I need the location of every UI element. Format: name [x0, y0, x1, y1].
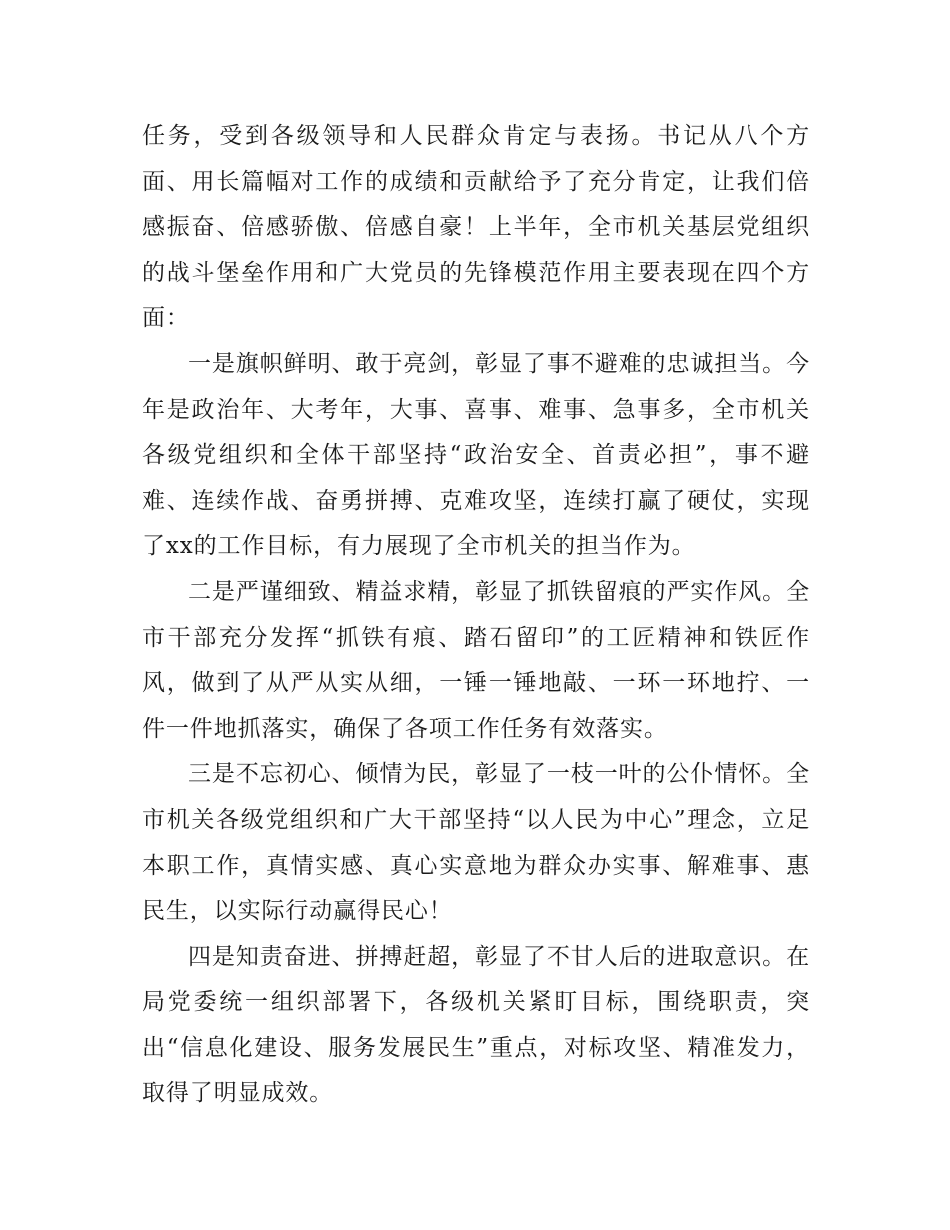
document-body: [142, 114, 810, 1117]
paragraph-point-two: 二是严谨细致、精益求精，彰显了抓铁留痕的严实作风。全市干部充分发挥“抓铁有痕、踏石留印”的工匠精神和铁匠作风，做到了从严从实从细，一锤一锤地敲、一环一环地拧、一件一件地抓落实，确保了各项工作任务有效落实。: [142, 578, 810, 742]
paragraph-continuation: 任务，受到各级领导和人民群众肯定与表扬。书记从八个方面、用长篇幅对工作的成绩和贡献给予了充分肯定，让我们倍感振奋、倍感骄傲、倍感自豪！上半年，全市机关基层党组织的战斗堡垒作用和广大党员的先锋模范作用主要表现在四个方面：: [142, 123, 810, 332]
paragraph-point-three: 三是不忘初心、倾情为民，彰显了一枝一叶的公仆情怀。全市机关各级党组织和广大干部坚持“以人民为中心”理念，立足本职工作，真情实感、真心实意地为群众办实事、解难事、惠民生，以实际行动赢得民心！: [142, 761, 810, 925]
paragraph-point-one: 一是旗帜鲜明、敢于亮剑，彰显了事不避难的忠诚担当。今年是政治年、大考年，大事、喜事、难事、急事多，全市机关各级党组织和全体干部坚持“政治安全、首责必担”，事不避难、连续作战、奋勇拼搏、克难攻坚，连续打赢了硬仗，实现了xx的工作目标，有力展现了全市机关的担当作为。: [142, 350, 810, 560]
paragraph-point-four: 四是知责奋进、拼搏赶超，彰显了不甘人后的进取意识。在局党委统一组织部署下，各级机关紧盯目标，围绕职责，突出“信息化建设、服务发展民生”重点，对标攻坚、精准发力，取得了明显成效。: [142, 943, 810, 1107]
